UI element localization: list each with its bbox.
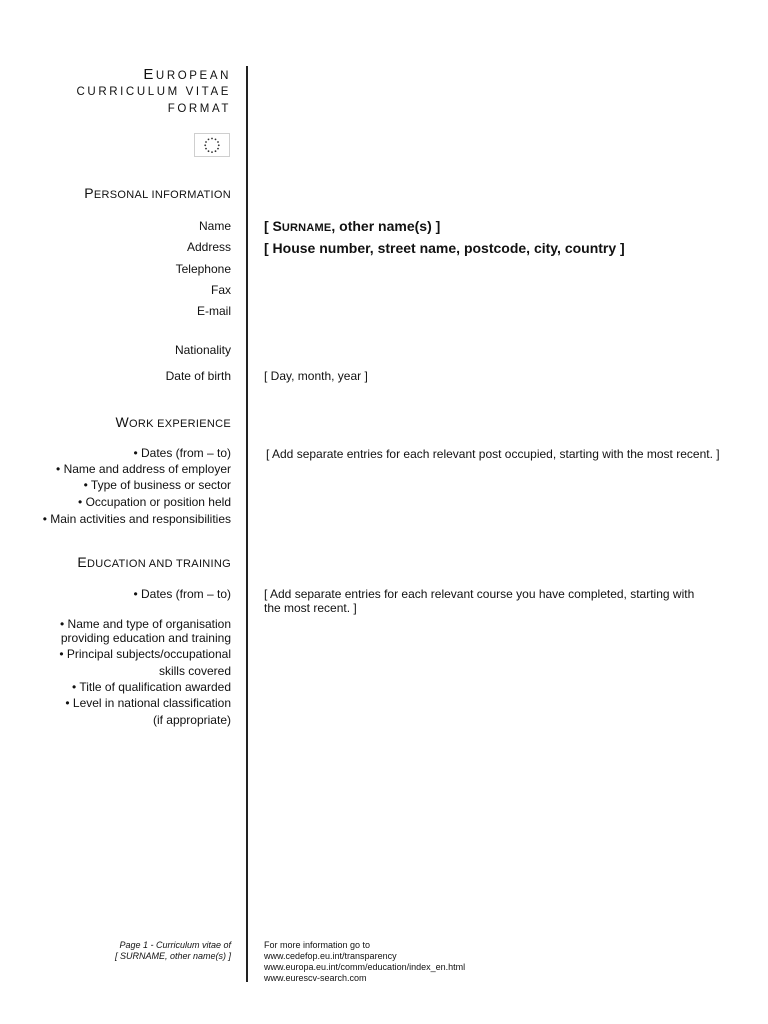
label-organisation: • Name and type of organisation <box>60 617 231 631</box>
value-address: [ House number, street name, postcode, city, country ] <box>264 240 625 256</box>
footer-info-heading: For more information go to <box>264 940 371 950</box>
cv-title-line1: EUROPEAN <box>143 66 231 83</box>
section-work-experience: WORK EXPERIENCE <box>115 414 231 430</box>
label-telephone: Telephone <box>175 262 231 276</box>
label-name: Name <box>198 219 231 233</box>
section-personal-information: PERSONAL INFORMATION <box>84 185 231 201</box>
label-address: Address <box>186 240 231 254</box>
cv-title-line2: CURRICULUM VITAE <box>76 86 231 98</box>
label-national-level-cont: (if appropriate) <box>152 713 231 727</box>
value-date-of-birth: [ Day, month, year ] <box>264 369 368 383</box>
label-business-sector: • Type of business or sector <box>83 478 231 492</box>
label-employer: • Name and address of employer <box>56 462 231 476</box>
vertical-divider <box>246 66 248 982</box>
label-qualification: • Title of qualification awarded <box>72 680 231 694</box>
label-work-dates: • Dates (from – to) <box>133 446 231 460</box>
cv-title-line3: FORMAT <box>167 103 231 115</box>
label-subjects-cont: skills covered <box>158 664 231 678</box>
footer-link-cedefop[interactable]: www.cedefop.eu.int/transparency <box>264 951 397 961</box>
label-email: E-mail <box>196 304 231 318</box>
footer-link-europa[interactable]: www.europa.eu.int/comm/education/index_en.html <box>264 962 466 972</box>
label-organisation-cont: providing education and training <box>60 631 231 645</box>
label-nationality: Nationality <box>174 343 231 357</box>
label-education-dates: • Dates (from – to) <box>133 587 231 601</box>
education-note: [ Add separate entries for each relevant course you have completed, starting with the most recent. ] <box>264 587 695 615</box>
value-name: [ SURNAME, other name(s) ] <box>264 218 441 234</box>
label-occupation: • Occupation or position held <box>78 495 231 509</box>
label-date-of-birth: Date of birth <box>165 369 231 383</box>
label-subjects: • Principal subjects/occupational <box>59 647 231 661</box>
label-national-level: • Level in national classification <box>65 696 231 710</box>
section-education-training: EDUCATION AND TRAINING <box>77 554 231 570</box>
footer-link-eurescv[interactable]: www.eurescv-search.com <box>264 973 367 983</box>
label-main-activities: • Main activities and responsibilities <box>42 512 231 526</box>
label-fax: Fax <box>210 283 231 297</box>
footer-page-name: [ SURNAME, other name(s) ] <box>114 951 231 961</box>
work-experience-note: [ Add separate entries for each relevant post occupied, starting with the most recent. ] <box>266 447 720 461</box>
footer-page-label: Page 1 - Curriculum vitae of <box>119 940 231 950</box>
eu-flag-icon <box>194 133 230 157</box>
